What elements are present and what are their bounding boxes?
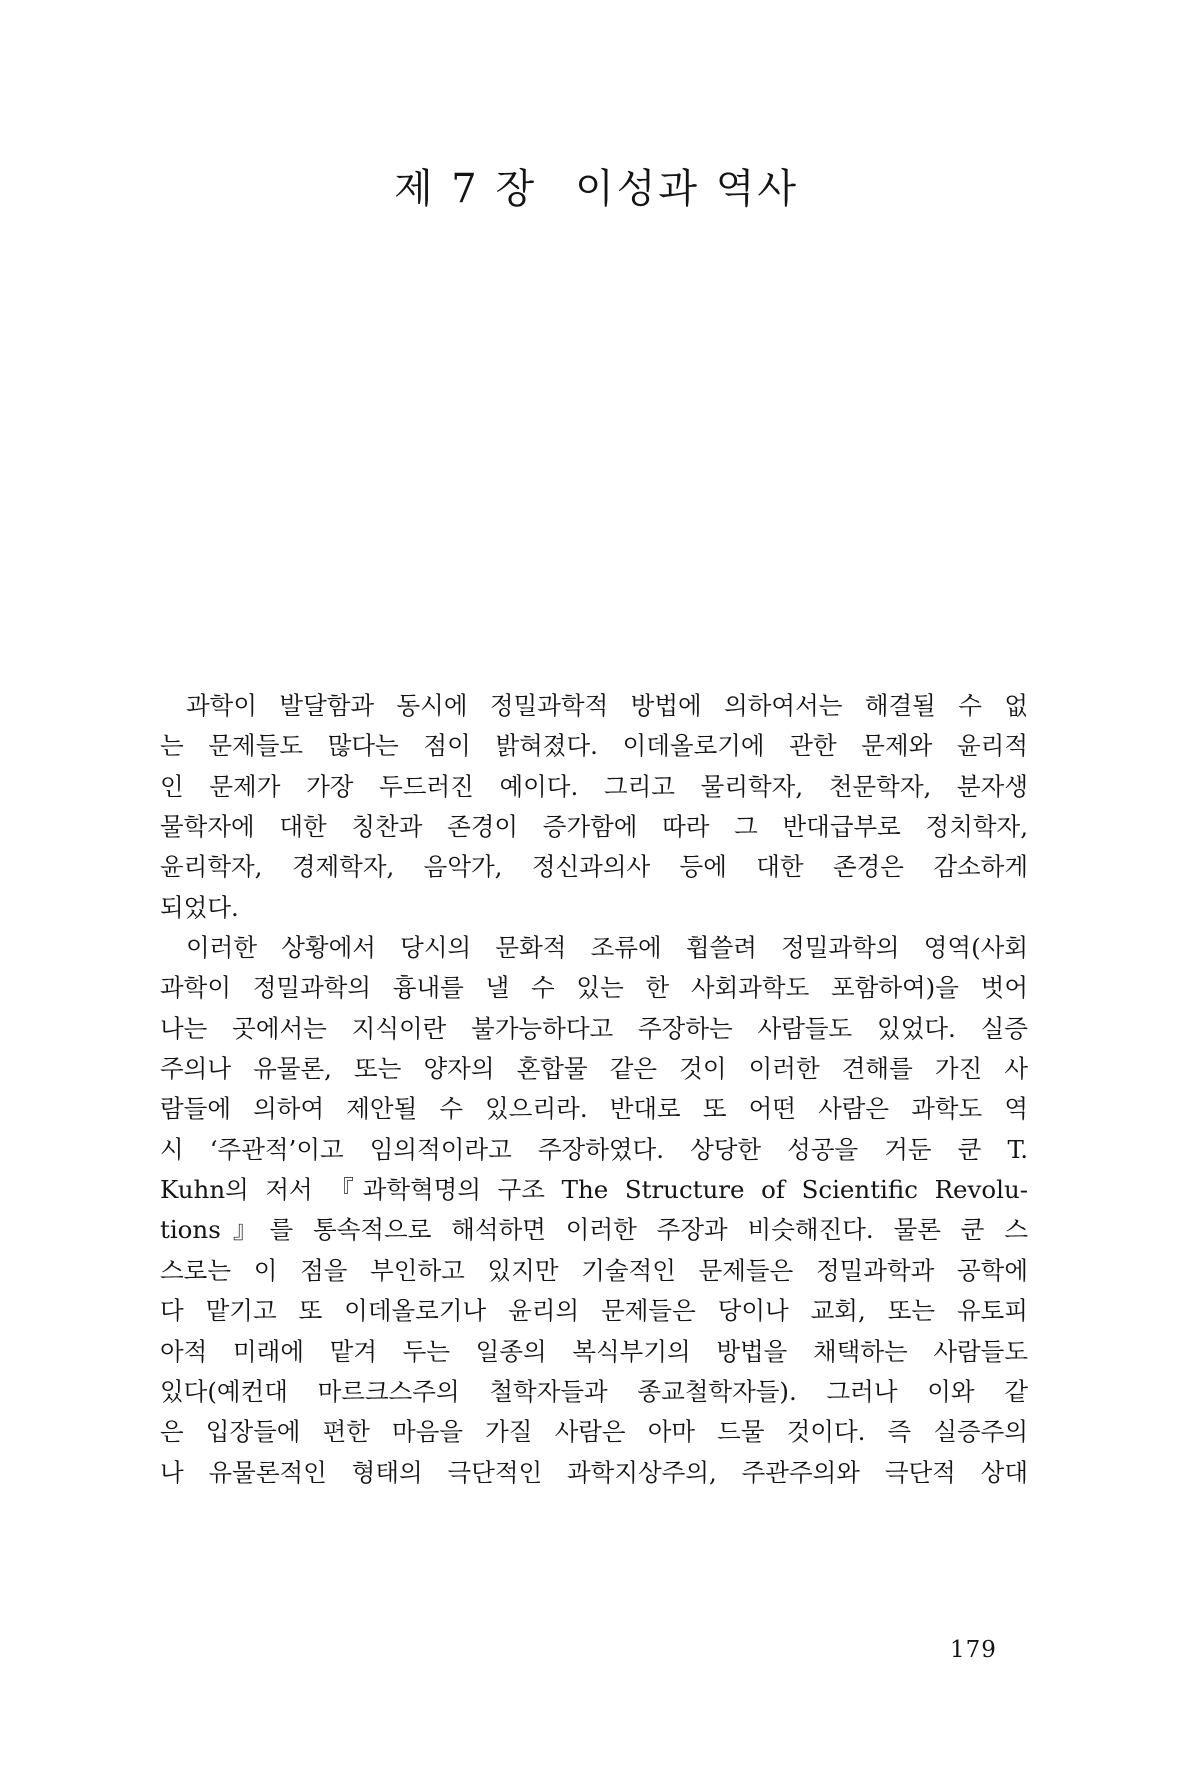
chapter-heading xyxy=(0,157,1193,214)
page-number: 179 xyxy=(950,1637,997,1663)
text-line: 다 맡기고 또 이데올로기나 윤리의 문제들은 당이나 교회, 또는 유토피 xyxy=(160,1296,1028,1326)
text-line: 람들에 의하여 제안될 수 있으리라. 반대로 또 어떤 사람은 과학도 역 xyxy=(160,1094,1028,1124)
text-line: 있다(예컨대 마르크스주의 철학자들과 종교철학자들). 그러나 이와 같 xyxy=(160,1376,1028,1406)
text-line: 주의나 유물론, 또는 양자의 혼합물 같은 것이 이러한 견해를 가진 사 xyxy=(160,1054,1028,1084)
text-line: 이러한 상황에서 당시의 문화적 조류에 휩쓸려 정밀과학의 영역(사회 xyxy=(186,933,1028,963)
text-line: 과학이 정밀과학의 흉내를 낼 수 있는 한 사회과학도 포함하여)을 벗어 xyxy=(160,973,1028,1003)
text-line: 시 ‘주관적’이고 임의적이라고 주장하였다. 상당한 성공을 거둔 쿤 T. xyxy=(160,1134,1028,1164)
text-line: 물학자에 대한 칭찬과 존경이 증가함에 따라 그 반대급부로 정치학자, xyxy=(160,812,1028,842)
chapter-title: 이성과 역사 xyxy=(575,165,800,212)
chapter-number: 제 7 장 xyxy=(393,165,538,212)
text-line: 아적 미래에 맡겨 두는 일종의 복식부기의 방법을 채택하는 사람들도 xyxy=(160,1336,1028,1366)
text-line: 과학이 발달함과 동시에 정밀과학적 방법에 의하여서는 해결될 수 없 xyxy=(186,691,1028,720)
text-line: Kuhn의 저서 『과학혁명의 구조 The Structure of Scientific Revolu- xyxy=(160,1175,1028,1205)
text-line: 나 유물론적인 형태의 극단적인 과학지상주의, 주관주의와 극단적 상대 xyxy=(160,1457,1028,1487)
text-line: 윤리학자, 경제학자, 음악가, 정신과의사 등에 대한 존경은 감소하게 xyxy=(160,852,1028,882)
text-line: tions』를 통속적으로 해석하면 이러한 주장과 비슷해진다. 물론 쿤 스 xyxy=(160,1215,1028,1245)
text-line: 나는 곳에서는 지식이란 불가능하다고 주장하는 사람들도 있었다. 실증 xyxy=(160,1013,1028,1043)
text-line: 되었다. xyxy=(160,892,239,922)
text-line: 는 문제들도 많다는 점이 밝혀졌다. 이데올로기에 관한 문제와 윤리적 xyxy=(160,731,1028,761)
text-line: 은 입장들에 편한 마음을 가질 사람은 아마 드물 것이다. 즉 실증주의 xyxy=(160,1417,1028,1447)
text-line: 인 문제가 가장 두드러진 예이다. 그리고 물리학자, 천문학자, 분자생 xyxy=(160,771,1028,801)
body-text xyxy=(160,686,1028,1493)
text-line: 스로는 이 점을 부인하고 있지만 기술적인 문제들은 정밀과학과 공학에 xyxy=(160,1255,1028,1285)
